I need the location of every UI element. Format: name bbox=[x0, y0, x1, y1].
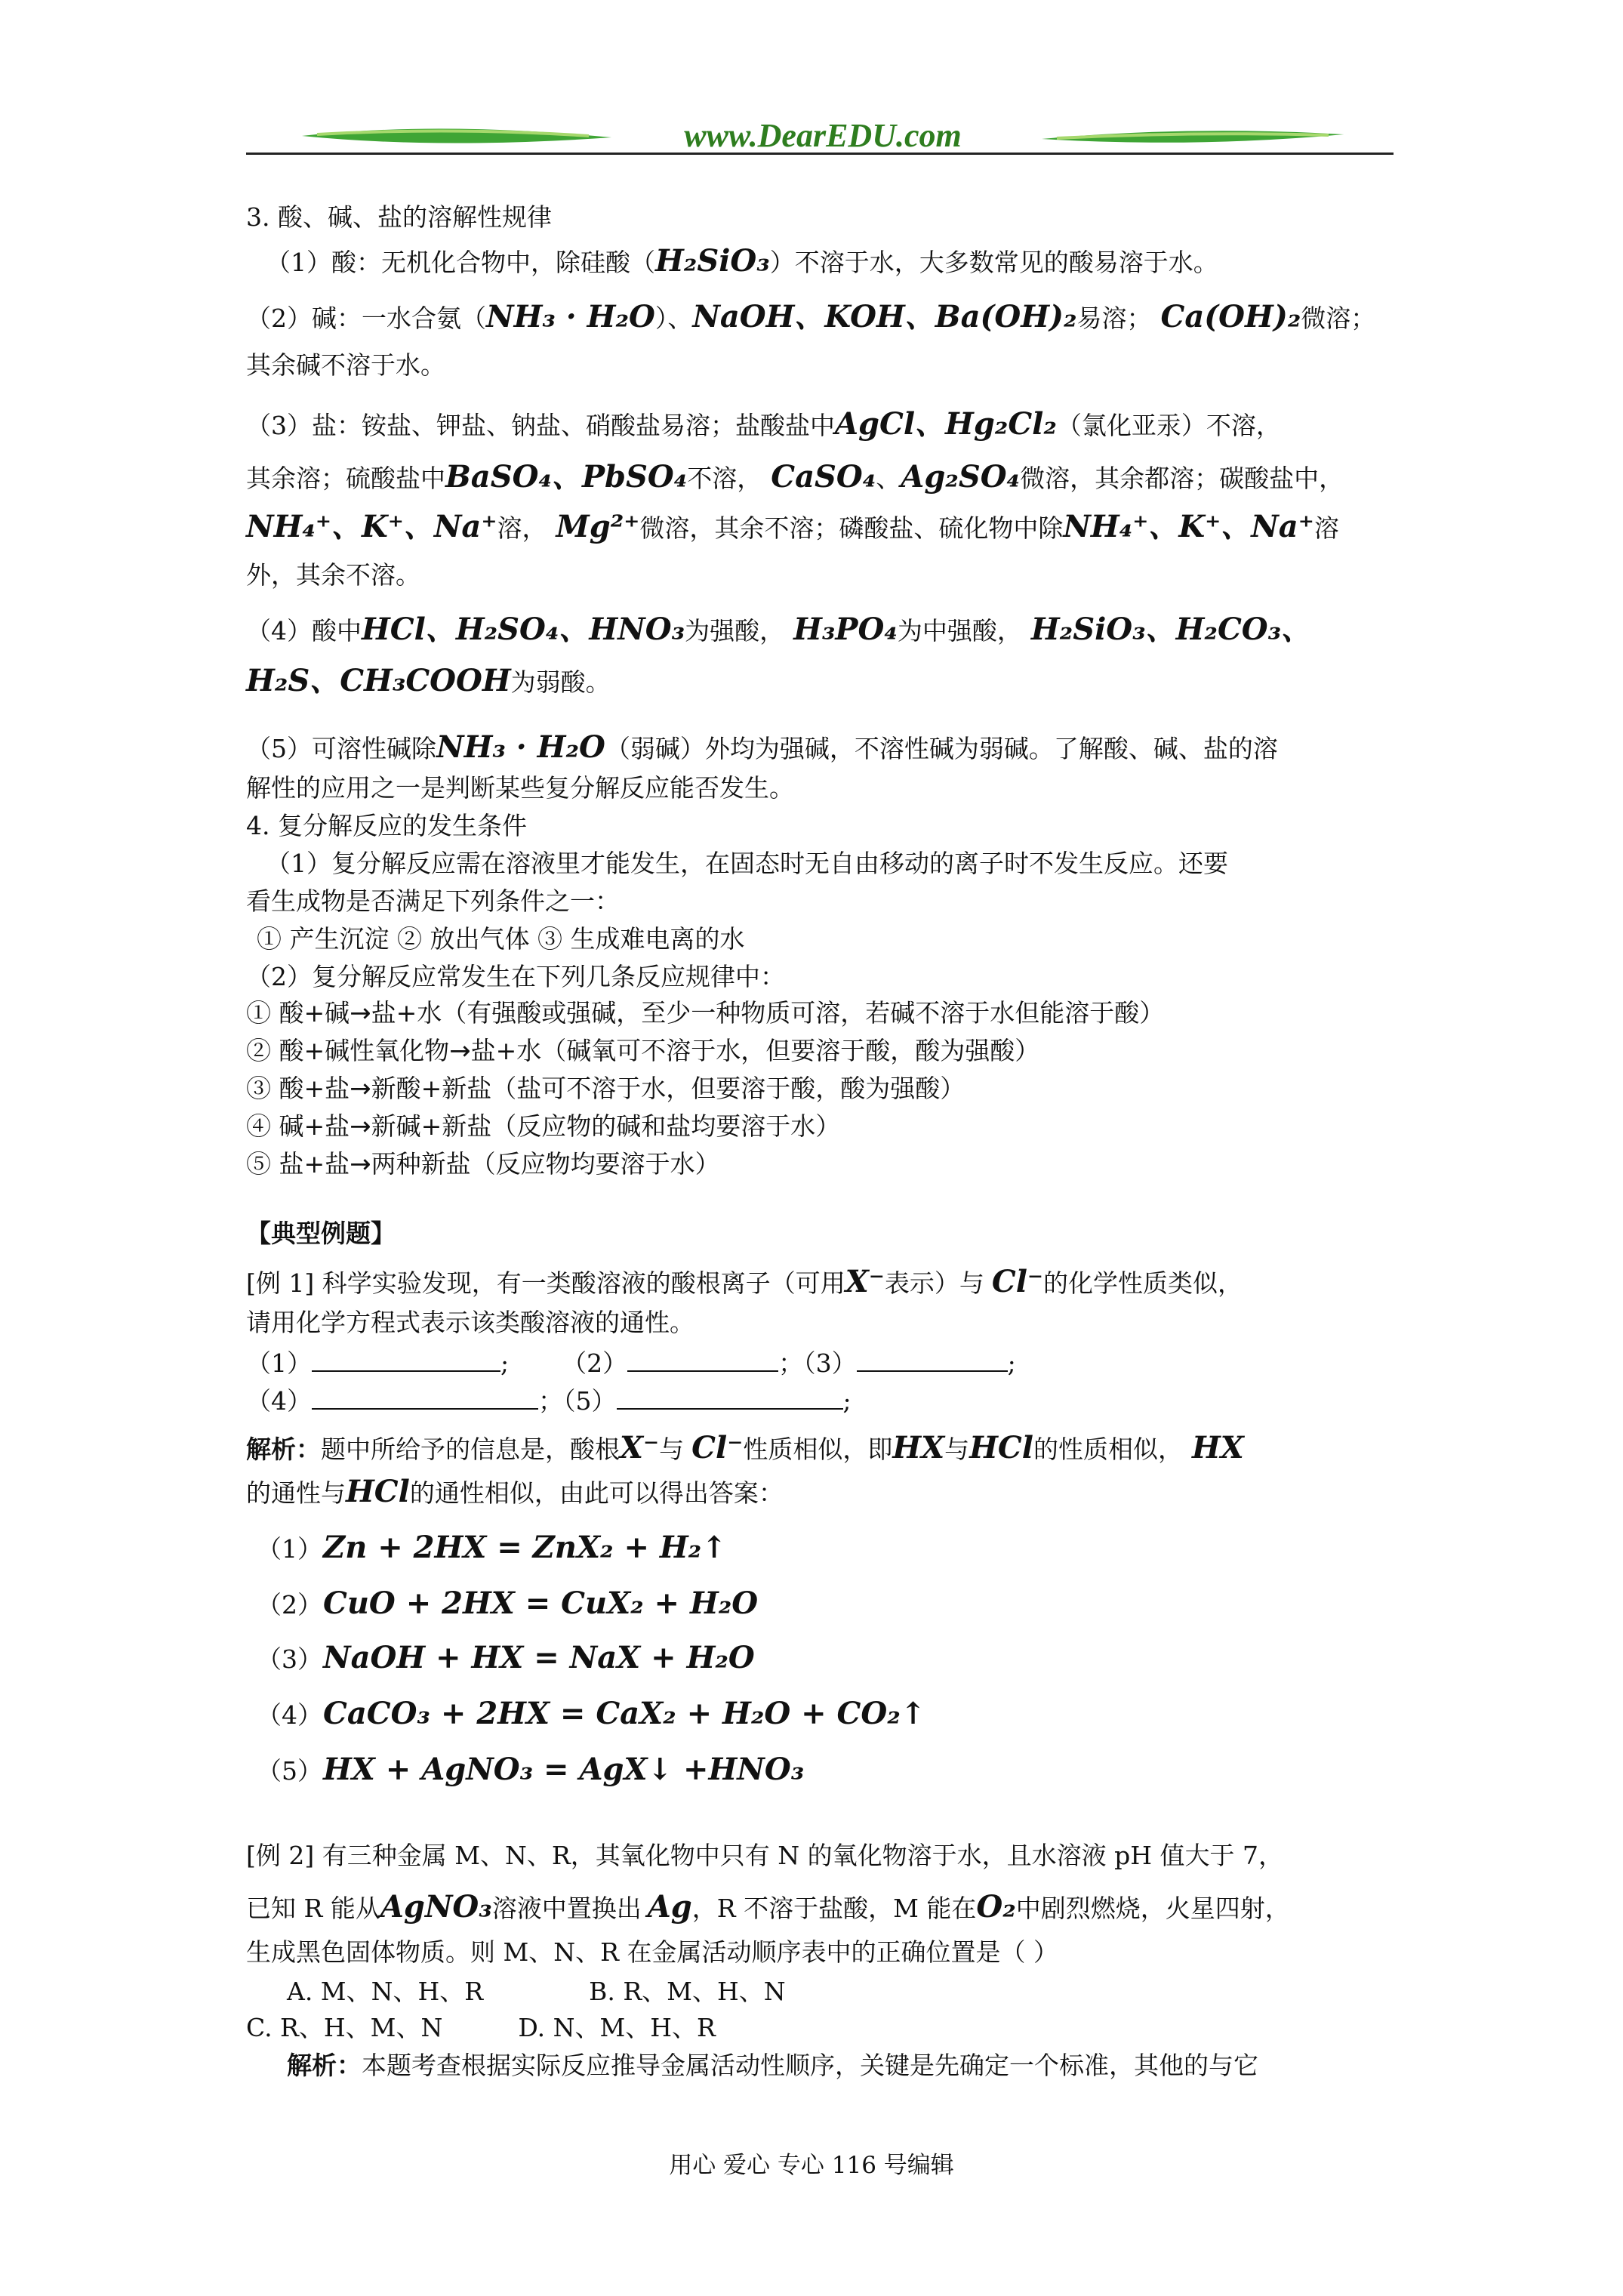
ex2-options-row2: C. R、H、M、N D. N、M、H、R bbox=[246, 2013, 716, 2042]
formula: Ag₂SO₄ bbox=[901, 459, 1021, 495]
arrow-right-icon: → bbox=[449, 1036, 471, 1066]
arrow-right-icon: → bbox=[350, 998, 371, 1028]
sec3-p2-line2: 其余碱不溶于水。 bbox=[246, 350, 445, 380]
arrow-right-icon: → bbox=[350, 1074, 371, 1104]
arrow-right-icon: → bbox=[350, 1111, 371, 1142]
page-footer: 用心 爱心 专心 116 号编辑 bbox=[669, 2152, 954, 2179]
ex1-line1: [例 1] 科学实验发现，有一类酸溶液的酸根离子（可用X⁻表示）与 Cl⁻的化学性质类似， bbox=[246, 1264, 1243, 1299]
formula: NH₃ · H₂O bbox=[436, 729, 605, 765]
sec4-p1-line2: 看生成物是否满足下列条件之一： bbox=[246, 886, 620, 916]
rule-item: ④ 碱+盐→新碱+新盐（反应物的碱和盐均要溶于水） bbox=[246, 1111, 841, 1142]
formula: HX bbox=[1191, 1430, 1244, 1465]
section3-title: 3. 酸、碱、盐的溶解性规律 bbox=[246, 202, 552, 232]
ex2-solution: 解析：本题考查根据实际反应推导金属活动性顺序，关键是先确定一个标准，其他的与它 bbox=[287, 2051, 1258, 2080]
equation-row: （1）Zn + 2HX = ZnX₂ + H₂↑ bbox=[257, 1530, 727, 1565]
answer-blank bbox=[627, 1348, 778, 1372]
rule-item: ② 酸+碱性氧化物→盐+水（碱氧可不溶于水，但要溶于酸，酸为强酸） bbox=[246, 1036, 1040, 1066]
formula: HX bbox=[892, 1430, 945, 1465]
formula: H₃PO₄ bbox=[793, 612, 898, 647]
formula: AgNO₃ bbox=[380, 1889, 492, 1925]
examples-heading: 【典型例题】 bbox=[246, 1219, 396, 1248]
formula: NH₄⁺、K⁺、Na⁺ bbox=[246, 509, 497, 544]
ex2-line2: 已知 R 能从AgNO₃溶液中置换出 Ag，R 不溶于盐酸，M 能在O₂中剧烈燃烧，火星四射， bbox=[246, 1889, 1290, 1925]
formula: H₂SiO₃、H₂CO₃、 bbox=[1030, 612, 1312, 647]
formula: HCl、H₂SO₄、HNO₃ bbox=[362, 612, 685, 647]
deareedu-logo bbox=[287, 113, 1359, 166]
rule-item: ① 酸+碱→盐+水（有强酸或强碱，至少一种物质可溶，若碱不溶于水但能溶于酸） bbox=[246, 998, 1165, 1028]
sec3-p3-line2: 其余溶；硫酸盐中BaSO₄、PbSO₄不溶， CaSO₄、Ag₂SO₄微溶，其余都溶；碳酸盐中， bbox=[246, 459, 1344, 495]
answer-blank bbox=[857, 1348, 1008, 1372]
sec3-p4-line1: （4）酸中HCl、H₂SO₄、HNO₃为强酸， H₃PO₄为中强酸， H₂SiO₃、H₂CO₃、 bbox=[246, 612, 1312, 647]
answer-blank bbox=[312, 1385, 538, 1410]
equation: Zn + 2HX = ZnX₂ + H₂↑ bbox=[323, 1530, 727, 1565]
sec3-p3-line3: NH₄⁺、K⁺、Na⁺溶， Mg²⁺微溶，其余不溶；磷酸盐、硫化物中除NH₄⁺、K⁺、Na⁺溶 bbox=[246, 509, 1339, 544]
formula: HCl bbox=[346, 1474, 410, 1509]
formula: H₂SiO₃ bbox=[655, 243, 770, 279]
answer-blank bbox=[312, 1348, 500, 1372]
equation: CuO + 2HX = CuX₂ + H₂O bbox=[323, 1586, 759, 1621]
sec3-p2: （2）碱：一水合氨（NH₃ · H₂O）、NaOH、KOH、Ba(OH)₂易溶； Ca(OH)₂微溶； bbox=[246, 299, 1376, 334]
formula: CaSO₄ bbox=[771, 459, 876, 495]
formula: Ca(OH)₂ bbox=[1160, 299, 1301, 334]
formula: AgCl、Hg₂Cl₂ bbox=[835, 406, 1057, 442]
formula: Ag bbox=[647, 1889, 692, 1925]
formula: X⁻ bbox=[845, 1264, 885, 1299]
sec4-conditions: ① 产生沉淀 ② 放出气体 ③ 生成难电离的水 bbox=[257, 924, 745, 954]
header-rule bbox=[246, 153, 1394, 155]
formula: NH₄⁺、K⁺、Na⁺ bbox=[1063, 509, 1314, 544]
ex1-solution-line2: 的通性与HCl的通性相似，由此可以得出答案： bbox=[246, 1474, 784, 1509]
sec4-p2: （2）复分解反应常发生在下列几条反应规律中： bbox=[246, 962, 785, 991]
equation: CaCO₃ + 2HX = CaX₂ + H₂O + CO₂↑ bbox=[323, 1696, 926, 1731]
formula: Mg²⁺ bbox=[556, 509, 640, 544]
ex2-line1: [例 2] 有三种金属 M、N、R，其氧化物中只有 N 的氧化物溶于水，且水溶液 pH 值大于 7， bbox=[246, 1841, 1283, 1870]
rule-item: ③ 酸+盐→新酸+新盐（盐可不溶于水，但要溶于酸，酸为强酸） bbox=[246, 1074, 965, 1104]
equation: NaOH + HX = NaX + H₂O bbox=[323, 1640, 755, 1675]
formula: H₂S、CH₃COOH bbox=[246, 663, 511, 698]
formula: NH₃ · H₂O bbox=[486, 299, 655, 334]
sec3-p5-line2: 解性的应用之一是判断某些复分解反应能否发生。 bbox=[246, 773, 794, 803]
equation-row: （4）CaCO₃ + 2HX = CaX₂ + H₂O + CO₂↑ bbox=[257, 1696, 926, 1731]
sec3-p1: （1）酸：无机化合物中，除硅酸（H₂SiO₃）不溶于水，大多数常见的酸易溶于水。 bbox=[266, 243, 1218, 279]
formula: Cl⁻ bbox=[691, 1430, 744, 1465]
formula: NaOH、KOH、Ba(OH)₂ bbox=[692, 299, 1077, 334]
ex1-solution-line1: 解析：题中所给予的信息是，酸根X⁻与 Cl⁻性质相似，即HX与HCl的性质相似， HX bbox=[246, 1430, 1244, 1465]
ex1-blanks-row1: （1） ; （2） ；（3） ; bbox=[246, 1348, 1016, 1378]
sec3-p4-line2: H₂S、CH₃COOH为弱酸。 bbox=[246, 663, 611, 698]
ex2-line3: 生成黑色固体物质。则 M、N、R 在金属活动顺序表中的正确位置是（ ） bbox=[246, 1937, 1058, 1967]
logo-text: www.DearEDU.com bbox=[684, 117, 962, 154]
sec3-p3-line1: （3）盐：铵盐、钾盐、钠盐、硝酸盐易溶；盐酸盐中AgCl、Hg₂Cl₂（氯化亚汞）不溶， bbox=[246, 406, 1281, 442]
formula: Cl⁻ bbox=[991, 1264, 1044, 1299]
sec3-p3-line4: 外，其余不溶。 bbox=[246, 560, 420, 590]
formula: O₂ bbox=[976, 1889, 1016, 1925]
answer-blank bbox=[617, 1385, 843, 1410]
ex1-blanks-row2: （4） ；（5） ; bbox=[246, 1386, 852, 1416]
ex2-options-row1: A. M、N、H、R B. R、M、H、N bbox=[287, 1977, 786, 2006]
formula: BaSO₄、PbSO₄ bbox=[445, 459, 688, 495]
sec4-p1-line1: （1）复分解反应需在溶液里才能发生，在固态时无自由移动的离子时不发生反应。还要 bbox=[266, 849, 1228, 878]
arrow-right-icon: → bbox=[350, 1149, 371, 1179]
section4-title: 4. 复分解反应的发生条件 bbox=[246, 811, 527, 840]
sec3-p5-line1: （5）可溶性碱除NH₃ · H₂O（弱碱）外均为强碱，不溶性碱为弱碱。了解酸、碱、盐的溶 bbox=[246, 729, 1278, 765]
equation: HX + AgNO₃ = AgX↓ +HNO₃ bbox=[323, 1752, 805, 1787]
formula: X⁻ bbox=[620, 1430, 660, 1465]
ex1-line2: 请用化学方程式表示该类酸溶液的通性。 bbox=[246, 1308, 694, 1337]
rule-item: ⑤ 盐+盐→两种新盐（反应物均要溶于水） bbox=[246, 1149, 720, 1179]
formula: HCl bbox=[969, 1430, 1033, 1465]
equation-row: （5）HX + AgNO₃ = AgX↓ +HNO₃ bbox=[257, 1752, 805, 1787]
equation-row: （2）CuO + 2HX = CuX₂ + H₂O bbox=[257, 1586, 759, 1621]
equation-row: （3）NaOH + HX = NaX + H₂O bbox=[257, 1640, 755, 1675]
